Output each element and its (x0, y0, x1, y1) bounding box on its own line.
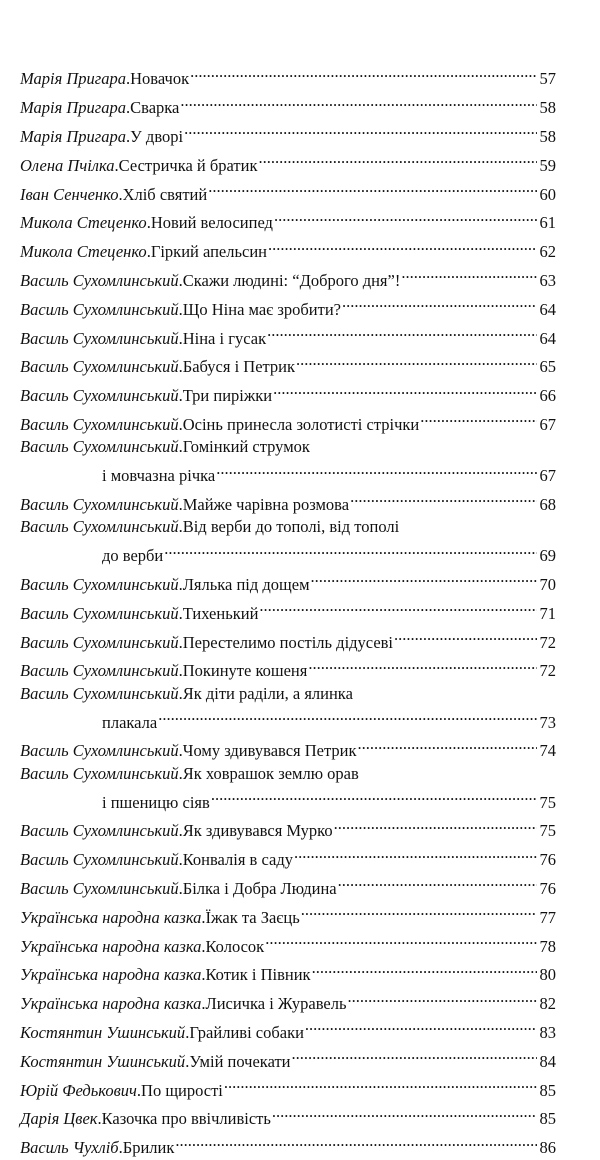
toc-entry (20, 379, 556, 408)
dot-leader (334, 814, 537, 836)
toc-page: 71 (539, 603, 556, 623)
toc-page: 77 (539, 907, 556, 927)
toc-author: Василь Сухомлинський (20, 270, 179, 290)
toc-line: Микола Стеценко . Гіркий апельсин ..... 62 (20, 235, 556, 264)
toc-title: У дворі (130, 126, 184, 146)
toc-page: 63 (539, 270, 556, 290)
dot-leader (211, 785, 537, 807)
toc-line: Українська народна казка . Їжак та Заєць ..... 77 (20, 900, 556, 929)
toc-line: Василь Сухомлинський . Як здивувався Мурко ..... 75 (20, 814, 556, 843)
toc-page: 58 (539, 98, 556, 118)
toc-entry (20, 814, 556, 843)
toc-page: 69 (539, 546, 556, 566)
toc-page: 59 (539, 155, 556, 175)
dot-leader (305, 1016, 537, 1038)
toc-author: Василь Сухомлинський (20, 661, 179, 681)
toc-title: Чому здивувався Петрик (182, 741, 357, 761)
toc-entry (20, 91, 556, 120)
toc-author: Василь Сухомлинський (20, 328, 179, 348)
toc-title: Грайливі собаки (189, 1022, 304, 1042)
toc-line: Марія Пригара . У дворі ..... 58 (20, 120, 556, 149)
dot-leader (274, 206, 537, 228)
toc-author: Марія Пригара (20, 69, 126, 89)
toc-line: Василь Сухомлинський . Конвалія в саду ..... 76 (20, 843, 556, 872)
toc-line: Василь Сухомлинський . Покинуте кошеня ..... 72 (20, 654, 556, 683)
toc-author: Василь Сухомлинський (20, 603, 179, 623)
toc-page: 74 (539, 741, 556, 761)
toc-entry (20, 488, 556, 517)
table-of-contents (20, 62, 556, 1160)
dot-leader (308, 654, 537, 676)
toc-entry (20, 596, 556, 625)
toc-author: Василь Сухомлинський (20, 741, 179, 761)
toc-title: Бабуся і Петрик (182, 357, 296, 377)
toc-title: Лялька під дощем (182, 574, 310, 594)
toc-author: Костянтин Ушинський (20, 1022, 186, 1042)
toc-title: Три пиріжки (182, 386, 273, 406)
dot-leader (394, 625, 537, 647)
toc-line: Василь Чухліб . Брилик ..... 86 (20, 1131, 556, 1160)
toc-title: Скажи людині: “Доброго дня”! (182, 270, 401, 290)
toc-author: Василь Сухомлинський (20, 494, 179, 514)
toc-title: Казочка про ввічливість (101, 1109, 271, 1129)
toc-page: 64 (539, 328, 556, 348)
toc-author: Василь Сухомлинський (20, 632, 179, 652)
toc-line: Василь Сухомлинський . Чому здивувався Петрик ..... 74 (20, 734, 556, 763)
toc-entry (20, 734, 556, 763)
toc-title: Сестричка й братик (118, 155, 258, 175)
dot-leader (296, 350, 537, 372)
toc-line-continued (20, 705, 556, 734)
toc-entry (20, 1073, 556, 1102)
toc-author: Українська народна казка (20, 936, 202, 956)
dot-leader (312, 958, 537, 980)
toc-line-continued (20, 539, 556, 568)
toc-line: Василь Сухомлинський . Три пиріжки ..... 66 (20, 379, 556, 408)
toc-title: Сварка (130, 98, 180, 118)
dot-leader (184, 120, 537, 142)
toc-entry (20, 120, 556, 149)
dot-leader (208, 177, 537, 199)
toc-entry (20, 177, 556, 206)
toc-author: Василь Сухомлинський (20, 763, 179, 783)
toc-page: 86 (539, 1138, 556, 1158)
toc-entry (20, 900, 556, 929)
toc-page: 76 (539, 850, 556, 870)
toc-page: 72 (539, 661, 556, 681)
toc-author: Василь Сухомлинський (20, 850, 179, 870)
dot-leader (292, 1044, 537, 1066)
toc-page: 75 (539, 792, 556, 812)
toc-line-continued (20, 459, 556, 488)
toc-line: Василь Сухомлинський . Бабуся і Петрик ..... 65 (20, 350, 556, 379)
toc-page: 83 (539, 1022, 556, 1042)
toc-author: Василь Сухомлинський (20, 437, 179, 457)
dot-leader (224, 1073, 537, 1095)
dot-leader (158, 705, 537, 727)
toc-author: Костянтин Ушинський (20, 1051, 186, 1071)
toc-entry (20, 62, 556, 91)
toc-author: Микола Стеценко (20, 213, 147, 233)
toc-page: 64 (539, 299, 556, 319)
toc-author: Василь Сухомлинський (20, 414, 179, 434)
toc-author: Василь Сухомлинський (20, 299, 179, 319)
toc-line: Українська народна казка . Котик і Півник ..... 80 (20, 958, 556, 987)
toc-author: Юрій Федькович (20, 1080, 137, 1100)
toc-line: Василь Сухомлинський . Скажи людині: “Доброго дня”! ..... 63 (20, 264, 556, 293)
toc-line: Марія Пригара . Новачок ..... 57 (20, 62, 556, 91)
toc-entry (20, 872, 556, 901)
dot-leader (342, 292, 537, 314)
dot-leader (350, 488, 537, 510)
dot-leader (311, 568, 537, 590)
toc-page: 62 (539, 242, 556, 262)
toc-line: Костянтин Ушинський . Грайливі собаки ..... 83 (20, 1016, 556, 1045)
toc-author: Українська народна казка (20, 994, 202, 1014)
toc-author: Українська народна казка (20, 907, 202, 927)
toc-title: Майже чарівна розмова (182, 494, 350, 514)
toc-entry (20, 292, 556, 321)
toc-title-continued: плакала (102, 712, 158, 732)
toc-page: 60 (539, 184, 556, 204)
toc-author: Василь Сухомлинський (20, 517, 179, 537)
toc-page: 67 (539, 466, 556, 486)
toc-page: 85 (539, 1080, 556, 1100)
toc-entry (20, 264, 556, 293)
toc-line: Марія Пригара . Сварка ..... 58 (20, 91, 556, 120)
toc-line: Олена Пчілка . Сестричка й братик ..... 59 (20, 148, 556, 177)
toc-line: Василь Сухомлинський . Як ховрашок землю орав (20, 763, 556, 785)
toc-page: 61 (539, 213, 556, 233)
toc-page: 76 (539, 878, 556, 898)
toc-line: Микола Стеценко . Новий велосипед ..... 61 (20, 206, 556, 235)
toc-page: 85 (539, 1109, 556, 1129)
toc-author: Дарія Цвек (20, 1109, 98, 1129)
toc-line: Юрій Федькович . По щирості ..... 85 (20, 1073, 556, 1102)
toc-entry (20, 1016, 556, 1045)
toc-entry (20, 958, 556, 987)
toc-page: 67 (539, 414, 556, 434)
toc-entry (20, 1044, 556, 1073)
toc-entry (20, 1131, 556, 1160)
toc-line: Василь Сухомлинський . Майже чарівна розмова ..... 68 (20, 488, 556, 517)
toc-title: Новий велосипед (150, 213, 273, 233)
dot-leader (273, 379, 537, 401)
toc-line: Українська народна казка . Лисичка і Журавель ..... 82 (20, 987, 556, 1016)
toc-entry (20, 843, 556, 872)
toc-line: Василь Сухомлинський . Що Ніна має зробити? ..... 64 (20, 292, 556, 321)
toc-line: Іван Сенченко . Хліб святий ..... 60 (20, 177, 556, 206)
toc-line-continued (20, 785, 556, 814)
toc-page: 84 (539, 1051, 556, 1071)
dot-leader (267, 321, 537, 343)
toc-entry (20, 1102, 556, 1131)
toc-author: Марія Пригара (20, 126, 126, 146)
toc-line: Українська народна казка . Колосок ..... 78 (20, 929, 556, 958)
toc-title: Перестелимо постіль дідусеві (182, 632, 394, 652)
toc-title: Їжак та Заєць (205, 907, 300, 927)
toc-entry (20, 654, 556, 683)
toc-title: Лисичка і Журавель (205, 994, 347, 1014)
toc-title: Тихенький (182, 603, 259, 623)
toc-page: 68 (539, 494, 556, 514)
dot-leader (358, 734, 538, 756)
toc-author: Василь Сухомлинський (20, 878, 179, 898)
toc-author: Марія Пригара (20, 98, 126, 118)
toc-title: Колосок (205, 936, 265, 956)
toc-author: Василь Сухомлинський (20, 386, 179, 406)
dot-leader (272, 1102, 537, 1124)
toc-title: Осінь принесла золотисті стрічки (182, 414, 420, 434)
toc-title: Умій почекати (189, 1051, 291, 1071)
dot-leader (338, 872, 537, 894)
dot-leader (401, 264, 537, 286)
toc-line: Василь Сухомлинський . Лялька під дощем ..... 70 (20, 568, 556, 597)
toc-author: Микола Стеценко (20, 242, 147, 262)
dot-leader (216, 459, 537, 481)
toc-entry (20, 929, 556, 958)
dot-leader (164, 539, 537, 561)
toc-title: Гомінкий струмок (182, 437, 310, 457)
dot-leader (294, 843, 537, 865)
toc-author: Олена Пчілка (20, 155, 115, 175)
toc-author: Василь Чухліб (20, 1138, 119, 1158)
toc-page: 58 (539, 126, 556, 146)
dot-leader (259, 596, 537, 618)
toc-line: Василь Сухомлинський . Білка і Добра Людина ..... 76 (20, 872, 556, 901)
dot-leader (347, 987, 537, 1009)
dot-leader (265, 929, 537, 951)
toc-author: Василь Сухомлинський (20, 357, 179, 377)
toc-page: 65 (539, 357, 556, 377)
toc-title: Ніна і гусак (182, 328, 267, 348)
toc-page: 70 (539, 574, 556, 594)
dot-leader (268, 235, 537, 257)
toc-author: Василь Сухомлинський (20, 683, 179, 703)
toc-line: Василь Сухомлинський . Ніна і гусак ..... 64 (20, 321, 556, 350)
toc-entry (20, 625, 556, 654)
toc-page: 82 (539, 994, 556, 1014)
toc-line: Василь Сухомлинський . Як діти раділи, а ялинка (20, 683, 556, 705)
toc-author: Українська народна казка (20, 965, 202, 985)
dot-leader (190, 62, 537, 84)
toc-entry (20, 350, 556, 379)
toc-line: Дарія Цвек . Казочка про ввічливість ..... 85 (20, 1102, 556, 1131)
toc-line: Костянтин Ушинський . Умій почекати ..... 84 (20, 1044, 556, 1073)
toc-page: 72 (539, 632, 556, 652)
toc-entry (20, 683, 556, 734)
toc-author: Іван Сенченко (20, 184, 119, 204)
toc-title: Хліб святий (122, 184, 208, 204)
toc-entry (20, 516, 556, 567)
toc-line: Василь Сухомлинський . Гомінкий струмок (20, 436, 556, 458)
toc-title: Брилик (122, 1138, 175, 1158)
dot-leader (180, 91, 537, 113)
toc-entry (20, 408, 556, 437)
toc-title-continued: і пшеницю сіяв (102, 792, 210, 812)
toc-page: 78 (539, 936, 556, 956)
toc-entry (20, 206, 556, 235)
toc-title: Білка і Добра Людина (182, 878, 337, 898)
toc-author: Василь Сухомлинський (20, 574, 179, 594)
toc-title-continued: до верби (102, 546, 164, 566)
toc-entry (20, 235, 556, 264)
toc-title: Як ховрашок землю орав (182, 763, 359, 783)
toc-entry (20, 148, 556, 177)
toc-entry (20, 987, 556, 1016)
toc-page: 73 (539, 712, 556, 732)
toc-title: Конвалія в саду (182, 850, 293, 870)
toc-page: 57 (539, 69, 556, 89)
toc-line: Василь Сухомлинський . Осінь принесла золотисті стрічки ..... 67 (20, 408, 556, 437)
toc-title: Як здивувався Мурко (182, 821, 333, 841)
dot-leader (301, 900, 537, 922)
dot-leader (175, 1131, 537, 1153)
toc-title: Котик і Півник (205, 965, 311, 985)
toc-title: Як діти раділи, а ялинка (182, 683, 353, 703)
toc-title: Гіркий апельсин (150, 242, 267, 262)
toc-title: Новачок (130, 69, 190, 89)
toc-entry (20, 763, 556, 814)
dot-leader (258, 148, 537, 170)
toc-page: 75 (539, 821, 556, 841)
toc-title-continued: і мовчазна річка (102, 466, 216, 486)
toc-author: Василь Сухомлинський (20, 821, 179, 841)
dot-leader (420, 408, 537, 430)
toc-line: Василь Сухомлинський . Від верби до тополі, від тополі (20, 516, 556, 538)
toc-title: По щирості (141, 1080, 223, 1100)
toc-title: Покинуте кошеня (182, 661, 308, 681)
toc-entry (20, 321, 556, 350)
toc-entry (20, 436, 556, 487)
toc-line: Василь Сухомлинський . Тихенький ..... 71 (20, 596, 556, 625)
toc-title: Що Ніна має зробити? (182, 299, 341, 319)
toc-page: 66 (539, 386, 556, 406)
toc-line: Василь Сухомлинський . Перестелимо постіль дідусеві ..... 72 (20, 625, 556, 654)
toc-page: 80 (539, 965, 556, 985)
toc-entry (20, 568, 556, 597)
toc-title: Від верби до тополі, від тополі (182, 517, 400, 537)
